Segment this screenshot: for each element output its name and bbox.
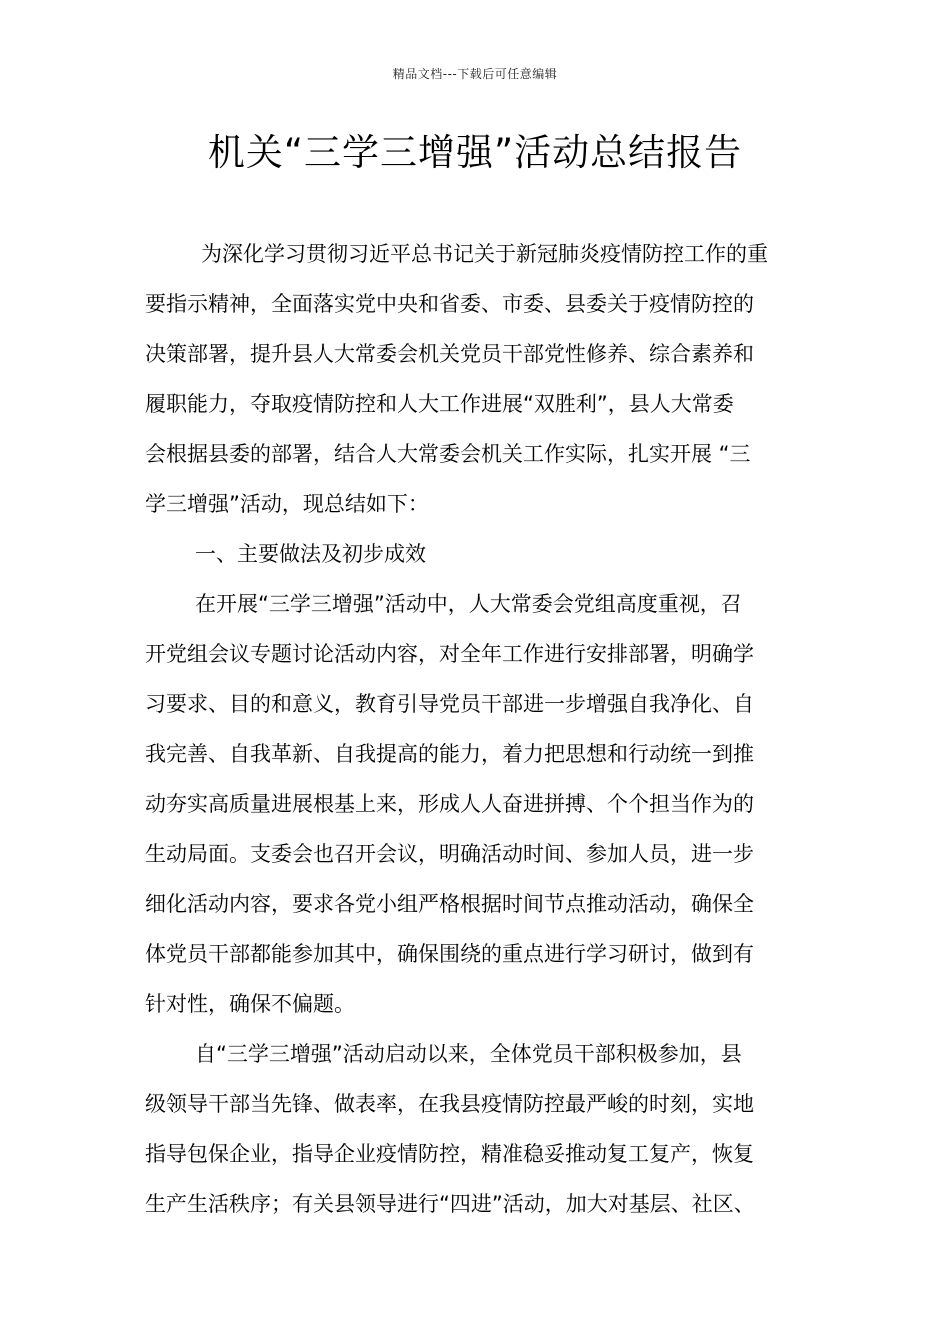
paragraph-line: 为深化学习贯彻习近平总书记关于新冠肺炎疫情防控工作的重 (201, 242, 768, 266)
paragraph-line: 指导包保企业，指导企业疫情防控，精准稳妥推动复工复产，恢复 (145, 1142, 754, 1166)
document-title: 机关“三学三增强”活动总结报告 (207, 131, 743, 174)
paragraph-line: 生动局面。支委会也召开会议，明确活动时间、参加人员，进一步 (145, 842, 754, 866)
header-note: 精品文档---下载后可任意编辑 (392, 67, 558, 81)
paragraph-line: 在开展“三学三增强”活动中，人大常委会党组高度重视，召 (195, 592, 742, 616)
paragraph-line: 针对性，确保不偏题。 (145, 992, 355, 1016)
paragraph-line: 体党员干部都能参加其中，确保围绕的重点进行学习研讨，做到有 (145, 942, 754, 966)
paragraph-line: 习要求、目的和意义，教育引导党员干部进一步增强自我净化、自 (145, 692, 754, 716)
paragraph-line: 生产生活秩序；有关县领导进行“四进”活动，加大对基层、社区、 (145, 1192, 755, 1216)
paragraph-line: 细化活动内容，要求各党小组严格根据时间节点推动活动，确保全 (145, 892, 754, 916)
section-heading: 一、主要做法及初步成效 (195, 542, 426, 566)
paragraph-line: 动夯实高质量进展根基上来，形成人人奋进拼搏、个个担当作为的 (145, 792, 754, 816)
paragraph-line: 会根据县委的部署，结合人大常委会机关工作实际，扎实开展 “三 (145, 442, 751, 466)
paragraph-line: 履职能力，夺取疫情防控和人大工作进展“双胜利”，县人大常委 (145, 392, 734, 416)
paragraph-line: 要指示精神，全面落实党中央和省委、市委、县委关于疫情防控的 (145, 292, 754, 316)
document-body (145, 229, 807, 1229)
paragraph-line: 我完善、自我革新、自我提高的能力，着力把思想和行动统一到推 (145, 742, 754, 766)
paragraph-line: 决策部署，提升县人大常委会机关党员干部党性修养、综合素养和 (145, 342, 754, 366)
paragraph-line: 开党组会议专题讨论活动内容，对全年工作进行安排部署，明确学 (145, 642, 754, 666)
paragraph-line: 学三增强”活动，现总结如下： (145, 492, 429, 516)
paragraph-line: 级领导干部当先锋、做表率，在我县疫情防控最严峻的时刻，实地 (145, 1092, 754, 1116)
paragraph-line: 自“三学三增强”活动启动以来，全体党员干部积极参加，县 (195, 1042, 742, 1066)
